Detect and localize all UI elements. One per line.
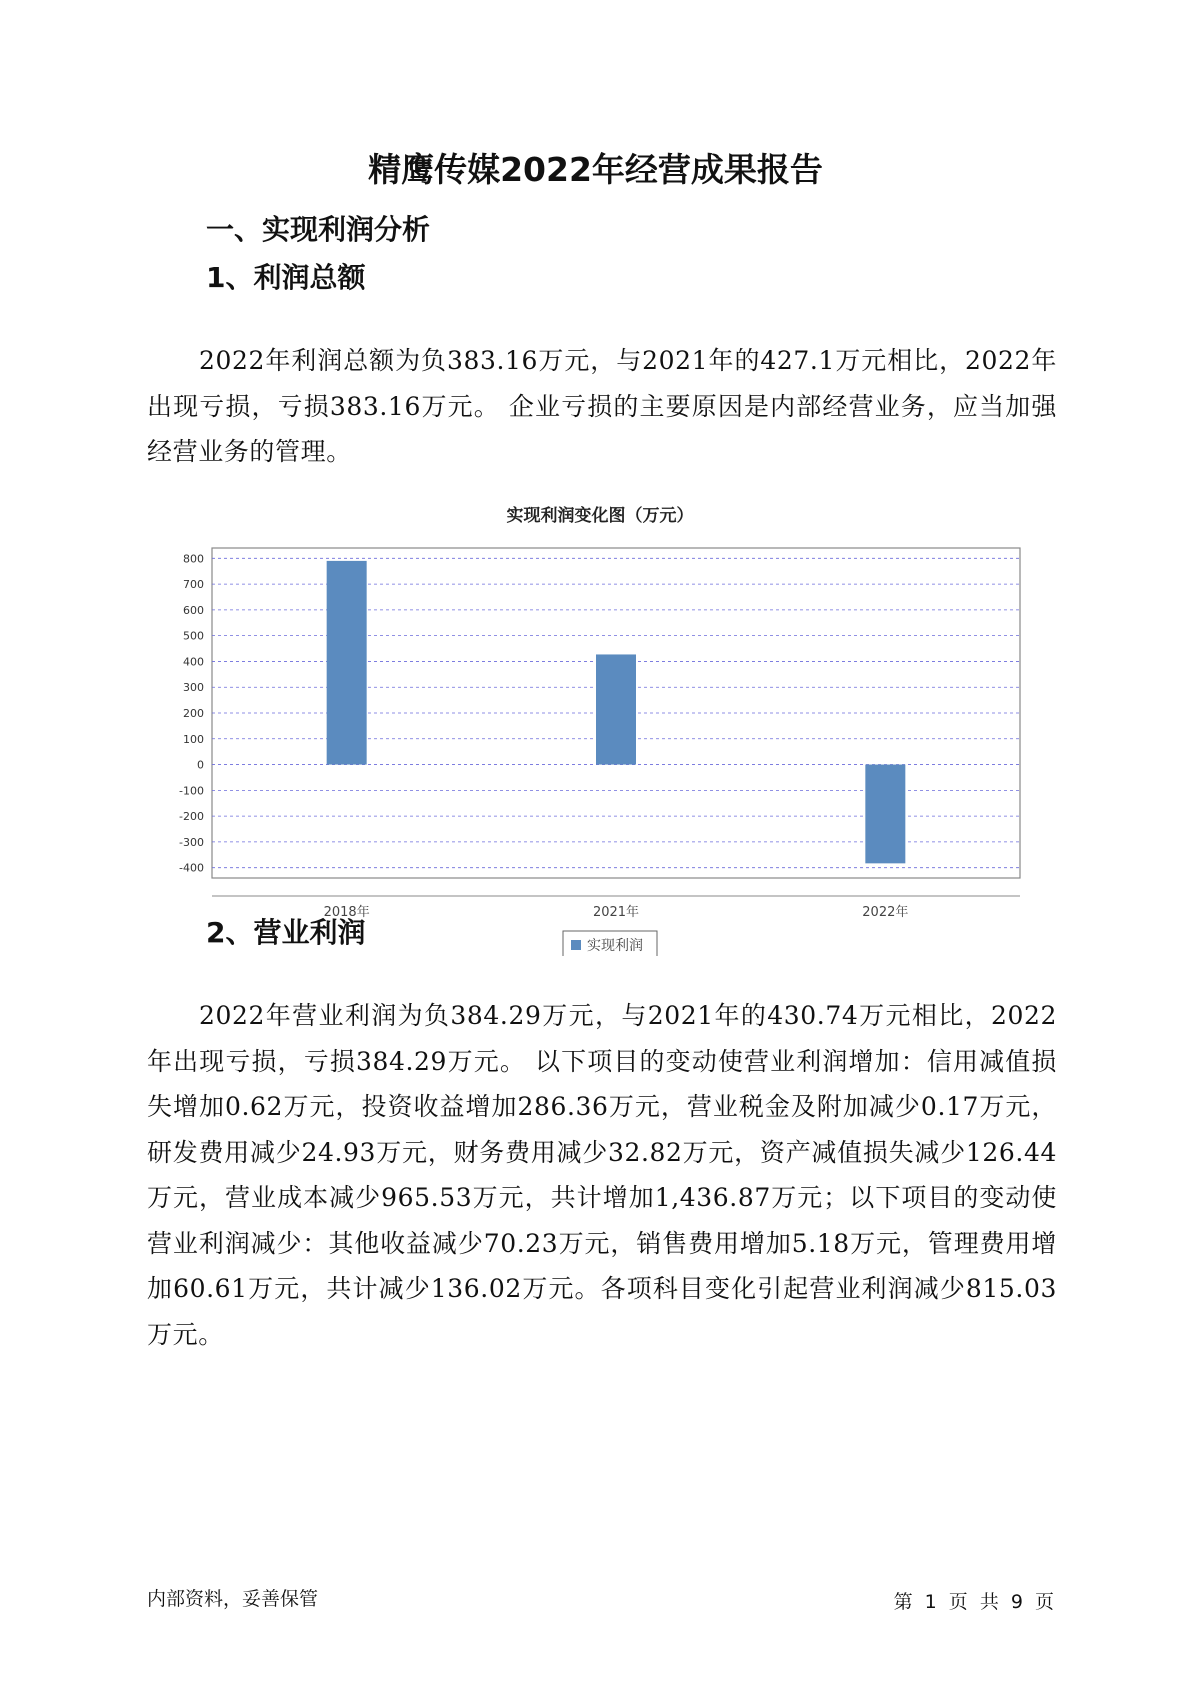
y-tick-label: -100 (179, 784, 204, 798)
footer-confidential-note: 内部资料，妥善保管 (147, 1588, 319, 1610)
document-title: 精鹰传媒2022年经营成果报告 (368, 150, 823, 189)
bar-2022年 (865, 765, 905, 864)
legend-swatch (571, 940, 581, 950)
y-axis-ticks (179, 552, 204, 874)
y-tick-label: -200 (179, 810, 204, 824)
y-tick-label: 800 (183, 552, 204, 566)
operating-profit-paragraph: 2022年营业利润为负384.29万元，与2021年的430.74万元相比，2022年出现亏损，亏损384.29万元。 以下项目的变动使营业利润增加：信用减值损失增加0.62万元，投资收益增加286.36万元，营业税金及附加减少0.17万元，研发费用减少24.93万元，财务费用减少32.82万元，资产减值损失减少126.44万元，营业成本减少965.53万元，共计增加1,436.87万元；以下项目的变动使营业利润减少：其他收益减少70.23万元，销售费用增加5.18万元，管理费用增加60.61万元，共计减少136.02万元。各项科目变化引起营业利润减少815.03万元。 (147, 1001, 1057, 1349)
subsection-heading-total-profit: 1、利润总额 (206, 261, 366, 294)
y-tick-label: 300 (183, 681, 204, 695)
y-tick-label: 400 (183, 655, 204, 669)
total-profit-paragraph: 2022年利润总额为负383.16万元，与2021年的427.1万元相比，2022年出现亏损，亏损383.16万元。 企业亏损的主要原因是内部经营业务，应当加强经营业务的管理。 (147, 346, 1057, 466)
subsection-heading-operating-profit: 2、营业利润 (206, 916, 366, 949)
y-tick-label: 100 (183, 732, 204, 746)
y-tick-label: 700 (183, 578, 204, 592)
y-tick-label: 0 (197, 758, 204, 772)
y-tick-label: -400 (179, 861, 204, 875)
footer-page-number: 第 1 页 共 9 页 (893, 1591, 1054, 1613)
bar-2021年 (596, 654, 636, 764)
x-tick-label: 2021年 (592, 905, 640, 920)
x-tick-label: 2022年 (862, 905, 909, 920)
profit-chart-svg (160, 496, 1040, 956)
y-tick-label: 500 (183, 629, 204, 643)
legend (563, 931, 657, 956)
y-tick-label: 200 (183, 707, 204, 720)
y-tick-label: 600 (183, 603, 204, 617)
bar-2018年 (327, 561, 367, 765)
profit-chart (160, 496, 1040, 956)
chart-title: 实现利润变化图（万元） (506, 506, 694, 526)
y-tick-label: -300 (179, 835, 204, 849)
section-heading-profit-analysis: 一、实现利润分析 (206, 213, 431, 246)
x-tick-label: 2018年 (323, 905, 370, 920)
x-axis-ticks (324, 904, 909, 920)
legend-label: 实现利润 (587, 938, 643, 954)
